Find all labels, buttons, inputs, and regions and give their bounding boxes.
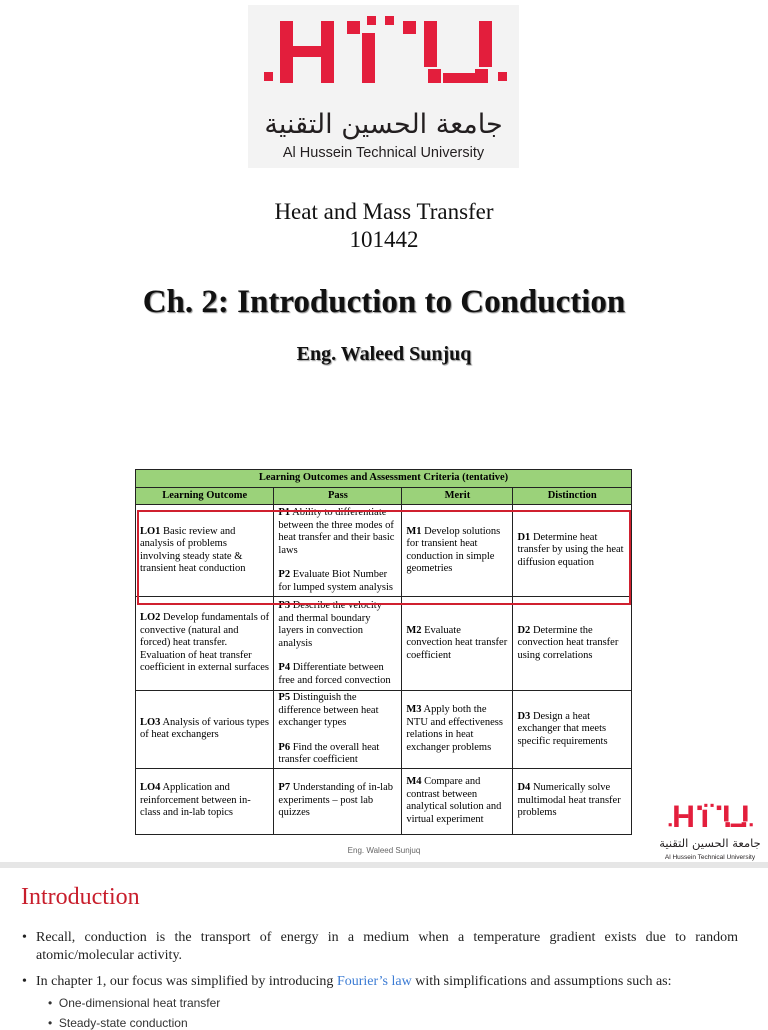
bullet-text: Recall, conduction is the transport of energy in a medium when a temperature gradient exists due to random atomic/molecular activity.	[36, 930, 738, 963]
distinction-cell: D3 Design a heat exchanger that meets specific requirements	[513, 691, 632, 769]
logo-arabic-name: جامعة الحسين التقنية	[264, 109, 503, 140]
merit-cell: M4 Compare and contrast between analytical solution and virtual experiment	[402, 768, 513, 834]
table-row	[136, 597, 632, 691]
author-name: Eng. Waleed Sunjuq	[296, 343, 472, 365]
merit-cell: M2 Evaluate convection heat transfer coefficient	[402, 597, 513, 691]
course-title: Heat and Mass Transfer	[274, 199, 494, 224]
pass-cell: P5 Distinguish the difference between heat exchanger types P6 Find the overall heat transfer coefficient	[274, 691, 402, 769]
bullet-item	[22, 973, 738, 991]
merit-cell: M3 Apply both the NTU and effectiveness relations in heat exchanger problems	[402, 691, 513, 769]
corner-logo	[658, 800, 762, 864]
table-row	[136, 691, 632, 769]
table-header: Distinction	[513, 487, 632, 505]
corner-logo-arabic: جامعة الحسين التقنية	[659, 836, 761, 850]
distinction-cell: D1 Determine heat transfer by using the heat diffusion equation	[513, 505, 632, 597]
table-header: Merit	[402, 487, 513, 505]
logo-english-name: Al Hussein Technical University	[282, 145, 485, 161]
section-heading: Introduction	[21, 884, 140, 910]
merit-cell: M1 Develop solutions for transient heat conduction in simple geometries	[402, 505, 513, 597]
course-code: 101442	[349, 227, 419, 252]
distinction-cell: D2 Determine the convection heat transfer using correlations	[513, 597, 632, 691]
learning-outcomes-table	[135, 469, 632, 835]
sub-bullet-item: • One-dimensional heat transfer	[48, 996, 221, 1010]
learning-outcome-cell: LO2 Develop fundamentals of convective (natural and forced) heat transfer. Evaluation of heat transfer coefficient in external surfaces	[136, 597, 274, 691]
pass-cell: P3 Describe the velocity and thermal boundary layers in convection analysis P4 Differentiate between free and forced convection	[274, 597, 402, 691]
chapter-title: Ch. 2: Introduction to Conduction	[142, 284, 626, 320]
bullet-item	[22, 929, 738, 965]
university-logo	[248, 5, 519, 168]
table-header: Pass	[274, 487, 402, 505]
sub-bullet-item: • Steady-state conduction	[48, 1016, 188, 1030]
learning-outcome-cell: LO1 Basic review and analysis of problems involving steady state & transient heat conduction	[136, 505, 274, 597]
pass-cell: P7 Understanding of in-lab experiments – post lab quizzes	[274, 768, 402, 834]
bullet-text: In chapter 1, our focus was simplified by introducing Fourier’s law with simplifications and assumptions such as:	[36, 974, 672, 989]
fouriers-law-link[interactable]: Fourier’s law	[336, 974, 412, 989]
bullet-dot-icon: •	[22, 974, 27, 989]
learning-outcome-cell: LO3 Analysis of various types of heat exchangers	[136, 691, 274, 769]
bullet-dot-icon: •	[22, 930, 27, 945]
table-row	[136, 768, 632, 834]
pass-cell: P1 Ability to differentiate between the three modes of heat transfer and their basic laws P2 Evaluate Biot Number for lumped system analysis	[274, 505, 402, 597]
slide-footer: Eng. Waleed Sunjuq	[347, 846, 421, 855]
table-row	[136, 505, 632, 597]
slide-divider	[0, 862, 768, 868]
table-header: Learning Outcome	[136, 487, 274, 505]
course-heading	[0, 198, 768, 254]
table-caption: Learning Outcomes and Assessment Criteria (tentative)	[136, 470, 632, 488]
corner-logo-english: Al Hussein Technical University	[664, 854, 756, 861]
htu-logo-icon	[658, 800, 762, 836]
distinction-cell: D4 Numerically solve multimodal heat transfer problems	[513, 768, 632, 834]
htu-logo-icon	[248, 5, 519, 109]
learning-outcome-cell: LO4 Application and reinforcement between in-class and in-lab topics	[136, 768, 274, 834]
